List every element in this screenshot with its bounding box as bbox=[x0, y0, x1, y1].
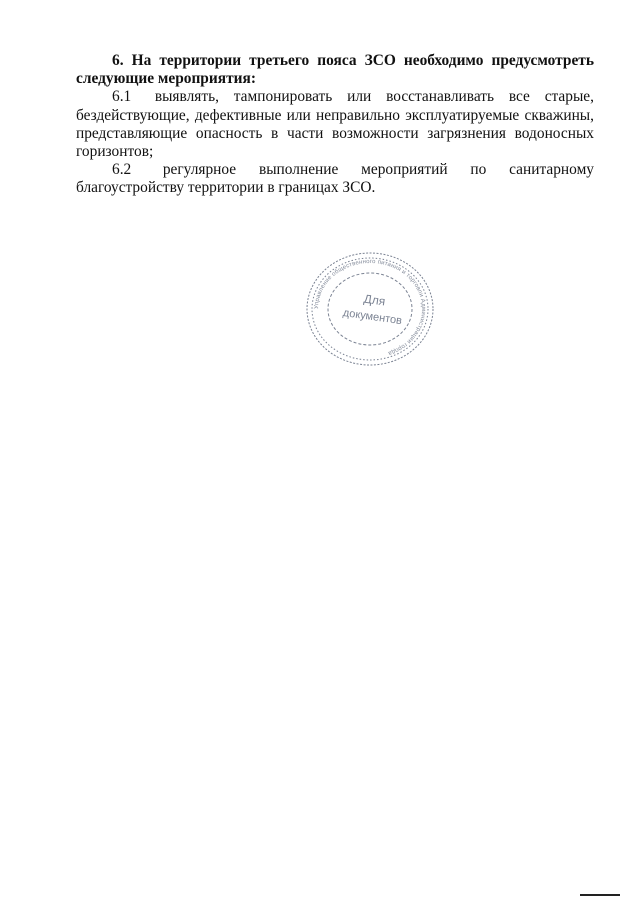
item-number: 6.2 bbox=[112, 161, 132, 179]
list-item-6-1 bbox=[76, 88, 594, 161]
page-edge-mark bbox=[580, 894, 620, 896]
list-item-6-2 bbox=[76, 161, 594, 197]
document-body bbox=[76, 52, 594, 198]
stamp-outer-ring bbox=[307, 253, 433, 365]
item-number: 6.1 bbox=[112, 88, 132, 106]
stamp-inner-ring bbox=[328, 273, 412, 345]
stamp-center-line2: документов bbox=[342, 306, 403, 328]
stamp-ring-text: Управление общественного питания и торговли Администрации города bbox=[313, 258, 427, 357]
round-stamp bbox=[300, 248, 440, 370]
stamp-graphic bbox=[300, 248, 440, 370]
section-heading: 6. На территории третьего пояса ЗСО необходимо предусмотреть следующие мероприятия: bbox=[76, 52, 594, 88]
stamp-center-line1: Для bbox=[362, 291, 387, 309]
item-text: регулярное выполнение мероприятий по санитарному благоустройству территории в границах ЗСО. bbox=[76, 161, 594, 197]
svg-text:Управление общественного питан bbox=[314, 259, 426, 356]
item-text: выявлять, тампонировать или восстанавливать все старые, бездействующие, дефективные или неправильно эксплуатируемые скважины, представляющие опасность в части возможности загрязнения водоносных горизонтов; bbox=[76, 88, 594, 161]
